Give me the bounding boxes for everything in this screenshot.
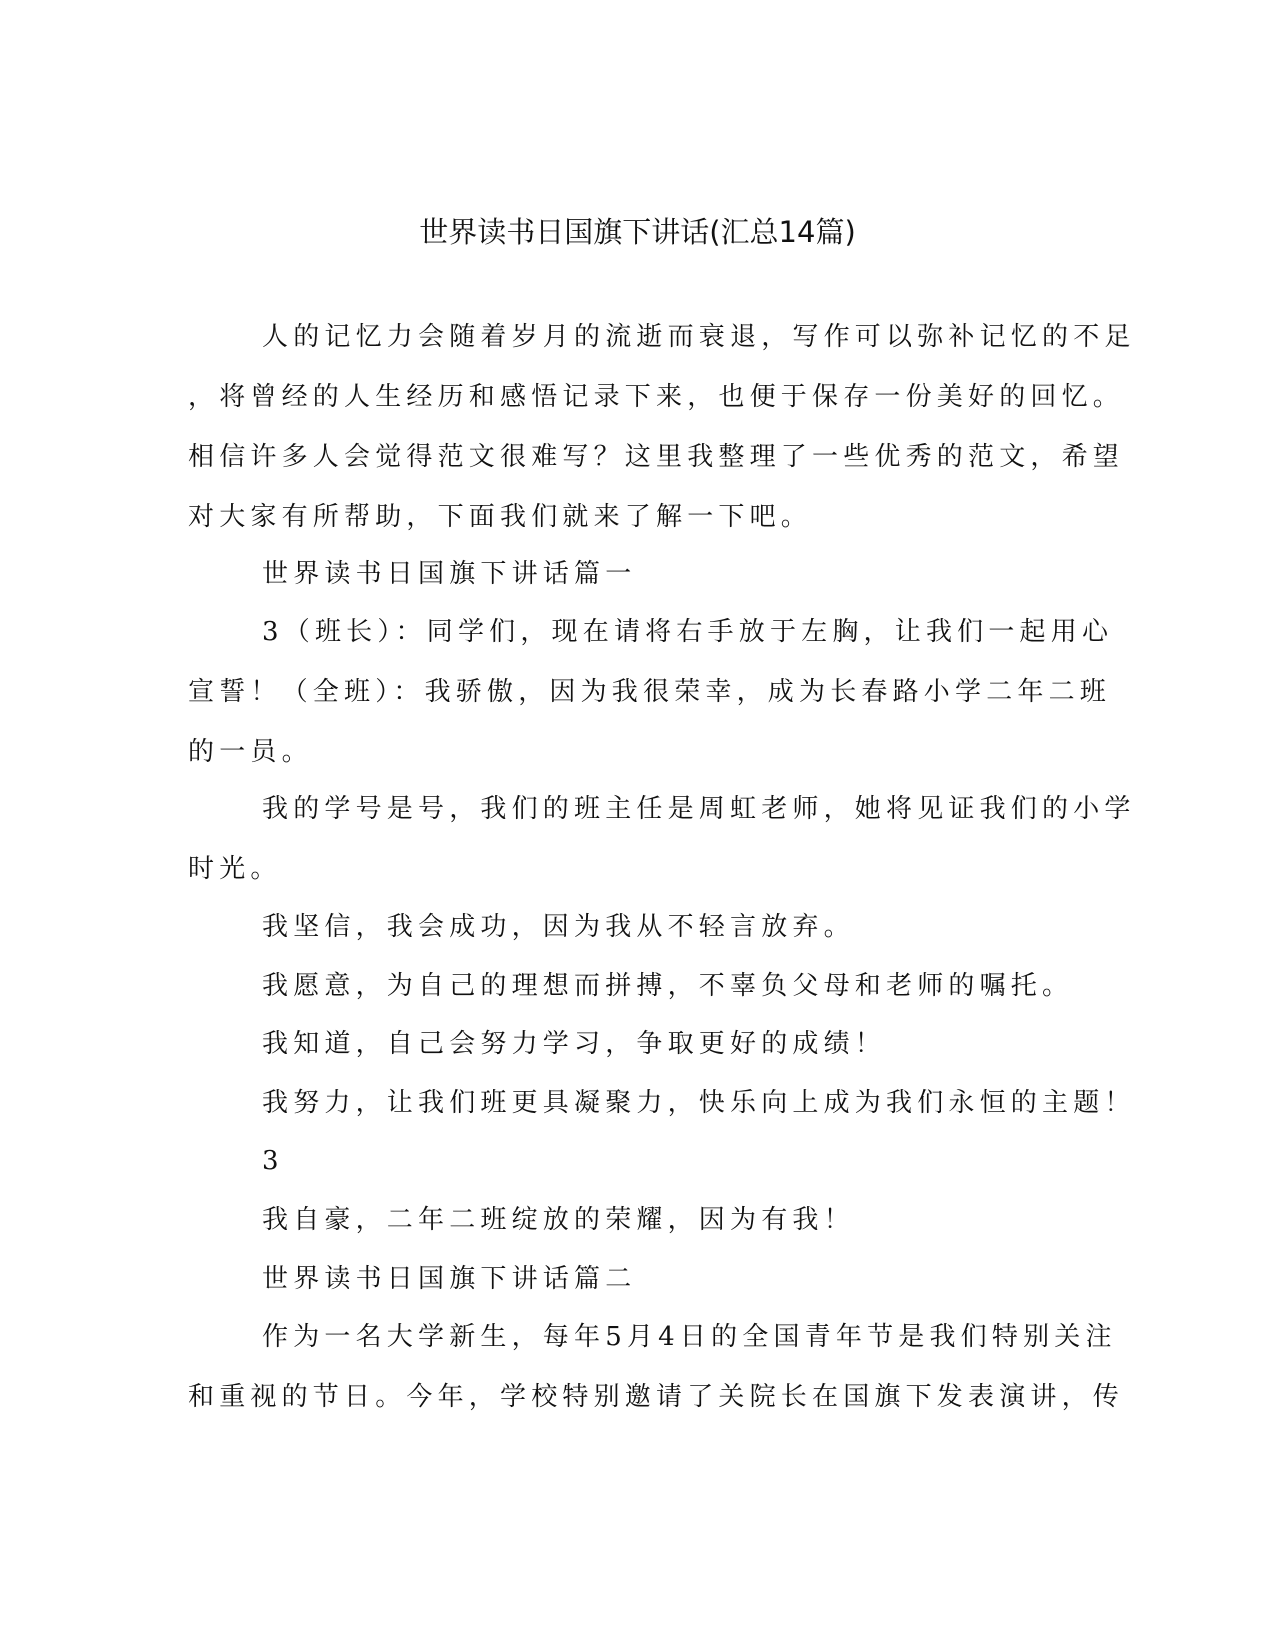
text-line: 作为一名大学新生，每年5月4日的全国青年节是我们特别关注	[262, 1322, 1117, 1352]
text-line: 相信许多人会觉得范文很难写？这里我整理了一些优秀的范文，希望	[188, 442, 1125, 472]
text-line: 和重视的节日。今年，学校特别邀请了关院长在国旗下发表演讲，传	[188, 1382, 1125, 1412]
section-heading-1	[0, 544, 1275, 604]
text-line: 我努力，让我们班更具凝聚力，快乐向上成为我们永恒的主题！	[262, 1088, 1136, 1118]
paragraph-number	[0, 1131, 1275, 1191]
text-line: 世界读书日国旗下讲话篇二	[262, 1264, 637, 1294]
paragraph-freshman	[0, 1307, 1275, 1427]
text-line: 3（班长）：同学们，现在请将右手放于左胸，让我们一起用心	[262, 617, 1114, 647]
text-line: 3	[262, 1146, 284, 1176]
text-line: 我知道，自己会努力学习，争取更好的成绩！	[262, 1029, 887, 1059]
paragraph-believe	[0, 897, 1275, 957]
text-line: 世界读书日国旗下讲话篇一	[262, 559, 637, 589]
text-line: 我的学号是号，我们的班主任是周虹老师，她将见证我们的小学	[262, 794, 1136, 824]
text-line: 时光。	[188, 854, 282, 884]
paragraph-intro	[0, 307, 1275, 547]
text-line: 对大家有所帮助，下面我们就来了解一下吧。	[188, 502, 813, 532]
text-line: 的一员。	[188, 737, 313, 767]
text-line: 我坚信，我会成功，因为我从不轻言放弃。	[262, 912, 855, 942]
paragraph-willing	[0, 956, 1275, 1016]
text-line: 宣誓！（全班）：我骄傲，因为我很荣幸，成为长春路小学二年二班	[188, 677, 1112, 707]
text-line: 人的记忆力会随着岁月的流逝而衰退，写作可以弥补记忆的不足	[262, 322, 1136, 352]
paragraph-student-number	[0, 779, 1275, 899]
text-line: ，将曾经的人生经历和感悟记录下来，也便于保存一份美好的回忆。	[188, 382, 1125, 412]
section-heading-2	[0, 1249, 1275, 1309]
paragraph-know	[0, 1014, 1275, 1074]
paragraph-proud	[0, 1190, 1275, 1250]
document-title: 世界读书日国旗下讲话(汇总14篇)	[419, 215, 856, 249]
paragraph-oath	[0, 602, 1275, 782]
paragraph-effort	[0, 1073, 1275, 1133]
text-line: 我愿意，为自己的理想而拼搏，不辜负父母和老师的嘱托。	[262, 971, 1074, 1001]
text-line: 我自豪，二年二班绽放的荣耀，因为有我！	[262, 1205, 855, 1235]
